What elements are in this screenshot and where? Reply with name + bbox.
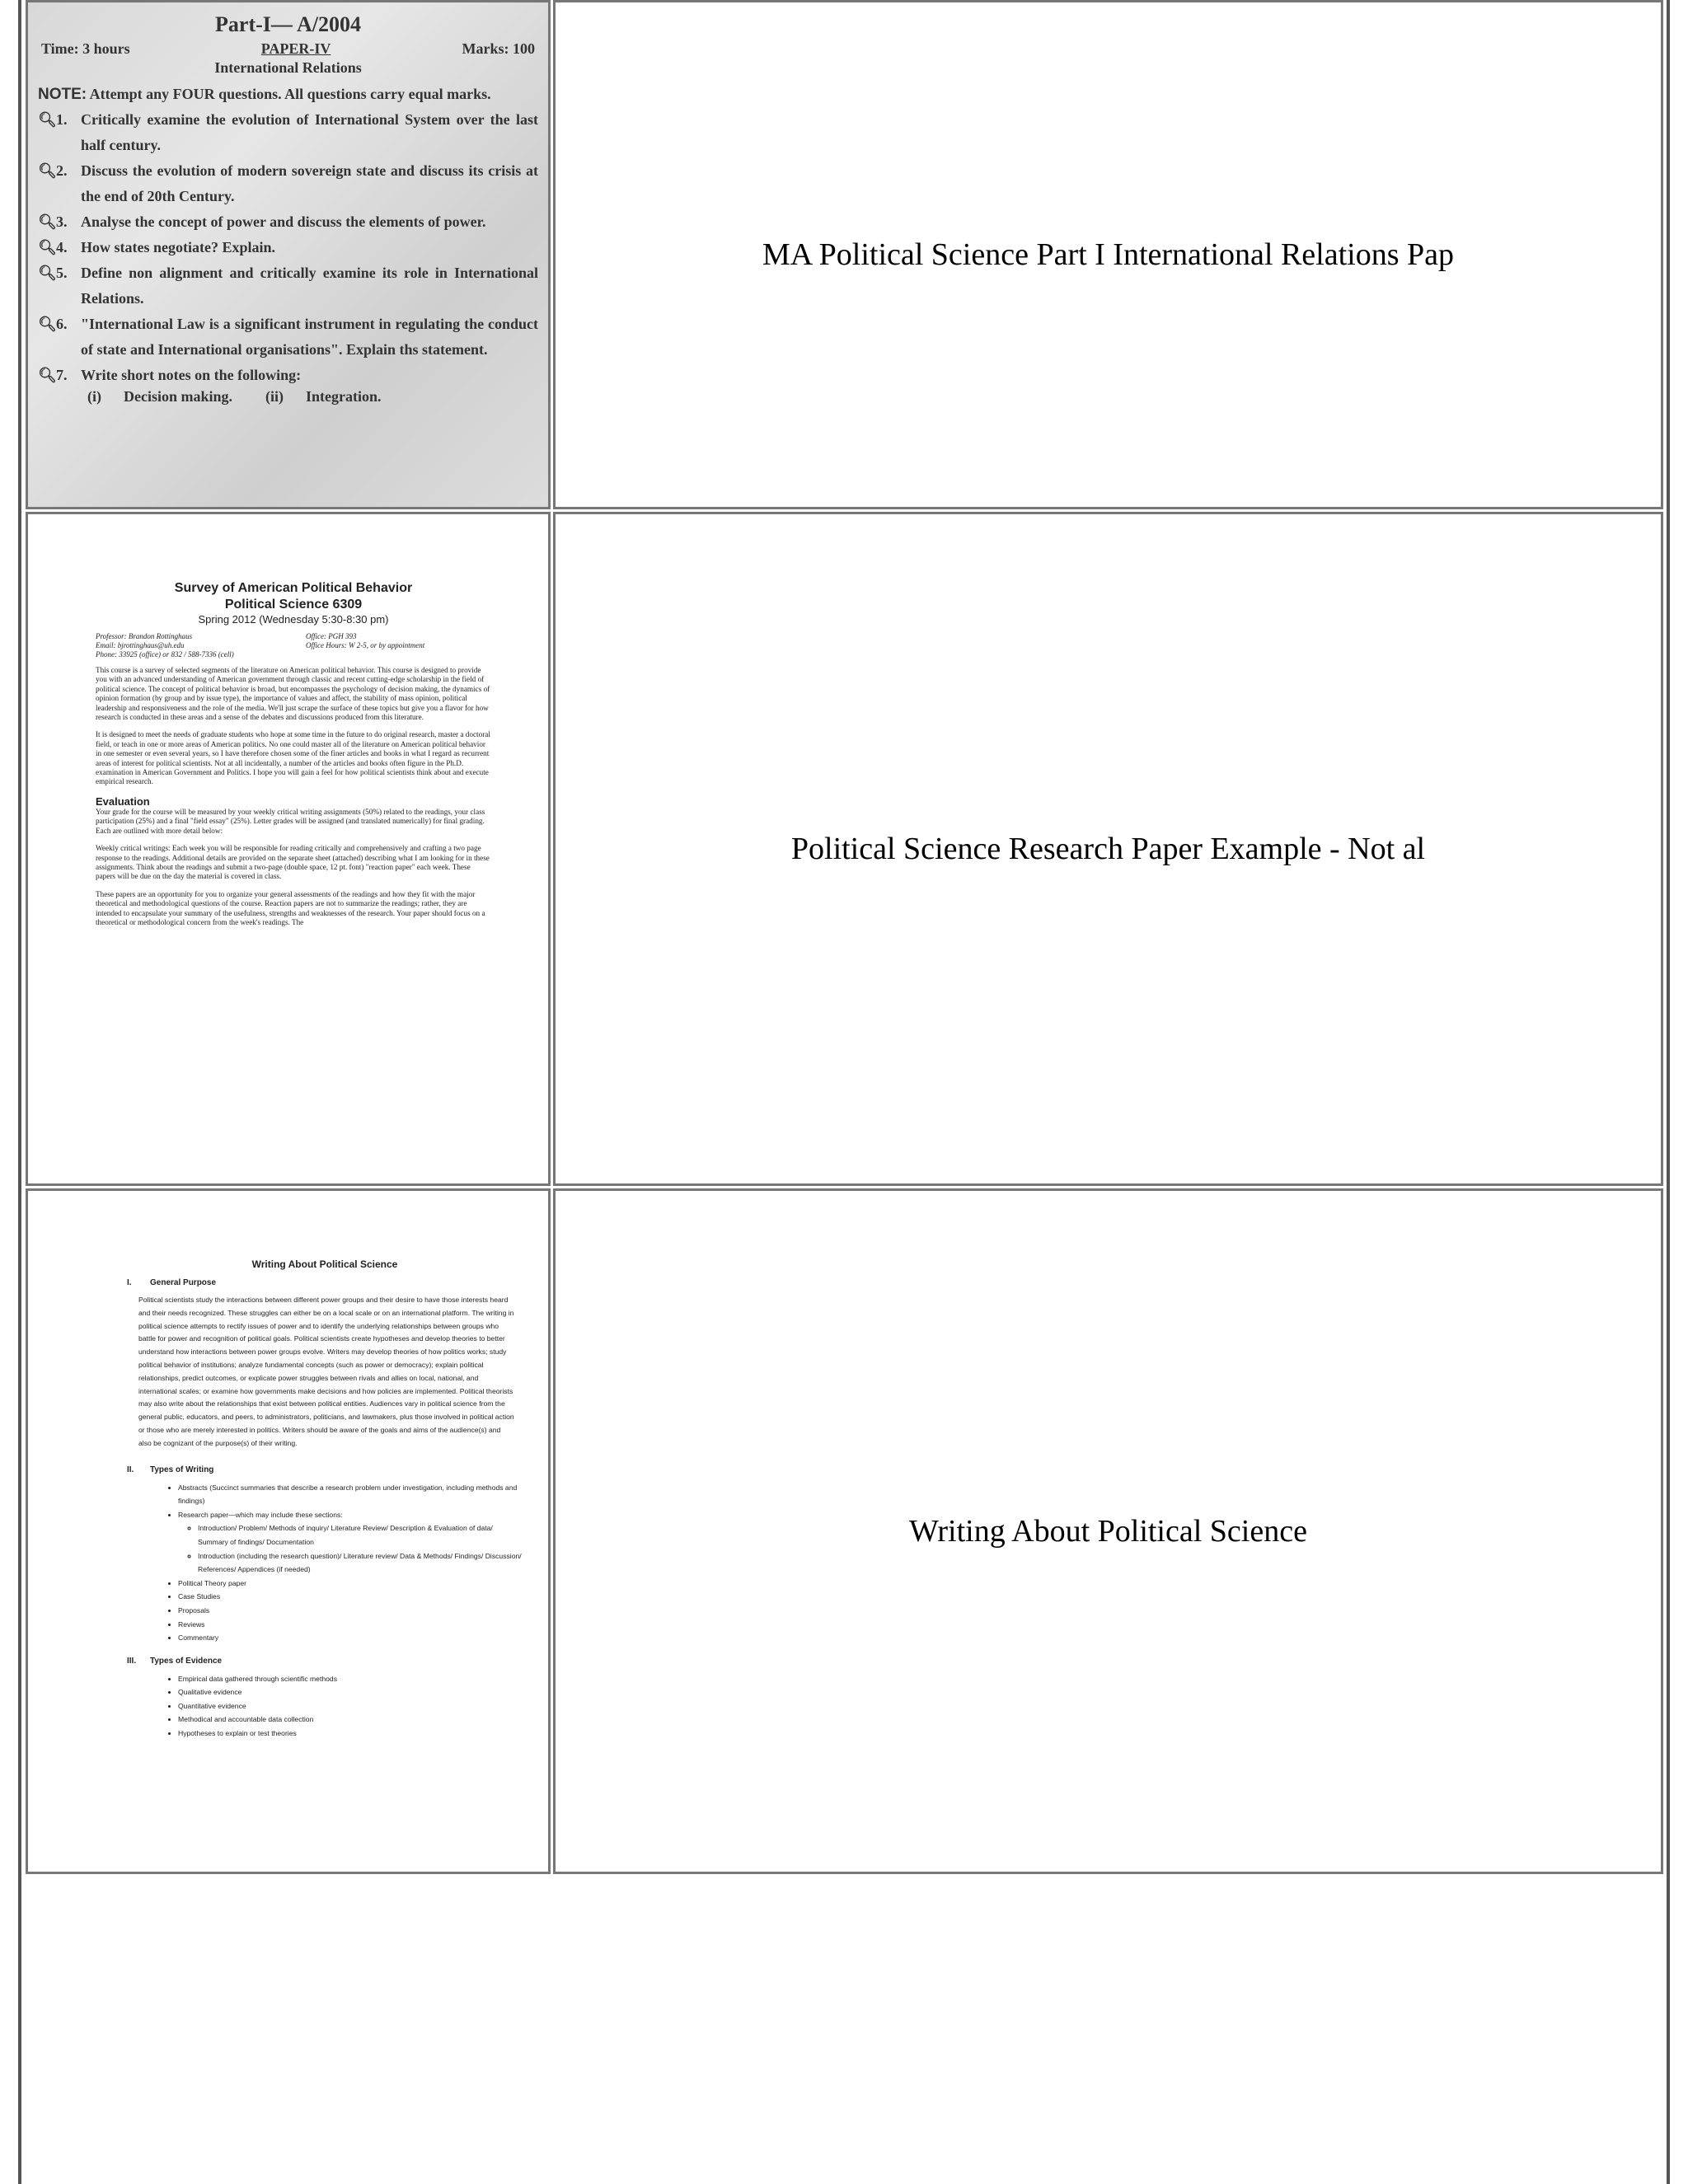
- list-item: ◦ Introduction (including the research question)/ Literature review/ Data & Methods/ Findings/ Discussion/ References/ Appendices (if needed): [198, 1549, 523, 1577]
- magnifier-icon: 🔍︎: [38, 239, 57, 255]
- list-item: • Research paper—which may include these sections: ◦ Introduction/ Problem/ Methods of inquiry/ Literature Review/ Description & Evaluation of data/ Summary of findings/ Documentation ◦ Introduction (including the research question)/ Literature review/ Data & Methods/ Findings/ Discussion/ References/ Appendices (if needed): [178, 1508, 523, 1577]
- list-item: • Case Studies: [178, 1590, 523, 1604]
- doc-paragraph: Political scientists study the interactions between different power groups and their desire to have those interests heard and their needs recognized. These struggles can either be on a local scale or on an international platform. The writing in political science attempts to rectify issues of power and to identify the underlying relationships between groups who battle for power and recognition of political goals. Political scientists create hypotheses and develop theories to better understand how interactions between power groups evolve. Writers may develop theories of how politics works; study political behavior of institutions; analyze fundamental concepts (such as power or democracy); explain political relationships, predict outcomes, or explicate power struggles between rivals and allies on local, national, and international scales; or examine how governments make decisions and how policies are implemented. Political theorists may also write about the relationships that exist between political entities. Audiences vary in political science from the general public, educators, and peers, to administrators, politicians, and lawmakers, plus those involved in political action or those who are merely interested in politics. Writers should be aware of the goals and aims of the audience(s) and also be cognizant of the purpose(s) of their writing.: [138, 1296, 514, 1447]
- exam-subject: International Relations: [214, 59, 362, 76]
- caption-text: Writing About Political Science: [909, 1514, 1307, 1549]
- section-heading: Evaluation: [96, 794, 150, 808]
- magnifier-icon: 🔍︎: [38, 213, 57, 230]
- list-item: • Proposals: [178, 1604, 523, 1618]
- caption-text: MA Political Science Part I International Relations Pap: [762, 237, 1454, 272]
- list-item: • Reviews: [178, 1618, 523, 1632]
- section-heading: III. Types of Evidence: [127, 1656, 223, 1666]
- question-item: 🔍︎ 4. How states negotiate? Explain.: [38, 235, 538, 260]
- list-item: • Empirical data gathered through scientific methods: [178, 1672, 523, 1686]
- list-item: • Qualitative evidence: [178, 1685, 523, 1699]
- list-item: • Abstracts (Succinct summaries that describe a research problem under investigation, including methods and findings): [178, 1481, 523, 1508]
- question-item: 🔍︎ 3. Analyse the concept of power and discuss the elements of power.: [38, 209, 538, 235]
- exam-note: [38, 82, 538, 107]
- short-note-options: (i) Decision making. (ii) Integration.: [87, 388, 382, 405]
- exam-note-text: Attempt any FOUR questions. All questions carry equal marks.: [89, 86, 491, 102]
- exam-marks: Marks: 100: [462, 40, 535, 57]
- doc-paragraph: Weekly critical writings: Each week you will be responsible for reading critically and comprehensively and crafting a two page response to the readings. Additional details are provided on the separate sheet (attached) describing what I am looking for in these assignments. Think about the readings and submit a two-page (double space, 12 pt. font) "reaction paper" each week. These papers will be due on the day the material is covered in class.: [96, 844, 490, 881]
- caption-cell-1[interactable]: [553, 0, 1663, 509]
- doc-subtitle: Political Science 6309: [224, 598, 363, 612]
- caption-text: Political Science Research Paper Example - Not al: [790, 832, 1426, 866]
- contact-block: Professor: Brandon Rottinghaus Office: PGH 393 Email: bjrottinghaus@uh.edu Office Hours: W 2-5, or by appointment Phone: 33925 (office) or 832 / 588-7336 (cell): [96, 632, 425, 658]
- list-item: • Quantitative evidence: [178, 1699, 523, 1713]
- doc-paragraph: These papers are an opportunity for you to organize your general assessments of the readings and how they fit with the major theoretical and methodological questions of the course. Reaction papers are not to summarize the readings; rather, they are intended to encapsulate your summary of the usefulness, strengths and weaknesses of the research. Your paper should focus on a theoretical or methodological concern from the week's readings. The: [96, 889, 485, 926]
- exam-paper-scan: [28, 2, 548, 507]
- magnifier-icon: 🔍︎: [38, 316, 57, 332]
- exam-time: Time: 3 hours: [41, 40, 130, 57]
- thumbnail-cell-2[interactable]: [26, 512, 551, 1186]
- sub-list: [178, 1521, 523, 1576]
- exam-title: Part-I— A/2004: [215, 12, 361, 36]
- section-heading: I. General Purpose: [127, 1278, 217, 1287]
- list-item: • Commentary: [178, 1631, 523, 1645]
- doc-term: Spring 2012 (Wednesday 5:30-8:30 pm): [198, 613, 389, 626]
- doc-paragraph: It is designed to meet the needs of graduate students who hope at some time in the future to do original research, master a doctoral field, or teach in one or more areas of American politics. No one could master all of the literature on American political behavior in one semester or even several years, so I have therefore chosen some of the finer articles and books in what I regard as recurrent areas of interest for political scientists. Not at all incidentally, a number of the articles and books often figure in the Ph.D. examination in American Government and Politics. I hope you will gain a feel for how political scientists think about and execute empirical research.: [96, 730, 490, 786]
- writing-guide-page: [127, 1258, 523, 1752]
- writing-types-list: [127, 1481, 523, 1645]
- question-item: 🔍︎ 7. Write short notes on the following:: [38, 363, 538, 388]
- doc-title: Survey of American Political Behavior: [174, 581, 413, 595]
- caption-cell-3[interactable]: [553, 1188, 1663, 1874]
- evidence-types-list: [127, 1672, 523, 1741]
- thumbnail-cell-3[interactable]: [26, 1188, 551, 1874]
- question-item: 🔍︎ 6. "International Law is a significant instrument in regulating the conduct of state and International organisations". Explain ths statement.: [38, 312, 538, 363]
- question-item: 🔍︎ 2. Discuss the evolution of modern sovereign state and discuss its crisis at the end of 20th Century.: [38, 158, 538, 209]
- list-item: • Political Theory paper: [178, 1577, 523, 1591]
- magnifier-icon: 🔍︎: [38, 162, 57, 179]
- doc-paragraph: This course is a survey of selected segments of the literature on American political behavior. This course is designed to provide you with an advanced understanding of American government through classic and recent cutting-edge scholarship in the field of political science. The concept of political behavior is broad, but encompasses the psychology of decision making, the dynamics of opinion formation (by group and by issue type), the importance of values and affect, the stability of mass opinion, political leadership and responsiveness and the role of the media. We'll just scrape the surface of these topics but give you a flavor for how research is conducted in these areas and a sense of the debates and discussions produced from this literature.: [96, 666, 490, 722]
- question-item: 🔍︎ 1. Critically examine the evolution of International System over the last half century.: [38, 107, 538, 158]
- magnifier-icon: 🔍︎: [38, 367, 57, 383]
- doc-title: Writing About Political Science: [251, 1258, 398, 1270]
- thumbnail-cell-1[interactable]: [26, 0, 551, 509]
- list-item: ◦ Introduction/ Problem/ Methods of inquiry/ Literature Review/ Description & Evaluation of data/ Summary of findings/ Documentation: [198, 1521, 523, 1549]
- exam-paper-number: PAPER-IV: [260, 40, 331, 57]
- magnifier-icon: 🔍︎: [38, 111, 57, 128]
- exam-note-label: NOTE:: [38, 86, 87, 103]
- syllabus-page: [96, 580, 491, 935]
- question-item: 🔍︎ 5. Define non alignment and critically examine its role in International Relations.: [38, 260, 538, 312]
- list-item: • Methodical and accountable data collection: [178, 1713, 523, 1727]
- section-heading: II. Types of Writing: [127, 1465, 214, 1474]
- list-item: • Hypotheses to explain or test theories: [178, 1727, 523, 1741]
- caption-cell-2[interactable]: [553, 512, 1663, 1186]
- magnifier-icon: 🔍︎: [38, 265, 57, 281]
- doc-paragraph: Your grade for the course will be measured by your weekly critical writing assignments (50%) related to the readings, your class participation (25%) and a final "field essay" (25%). Letter grades will be assigned (and translated numerically) for final grading. Each are outlined with more detail below:: [96, 807, 485, 835]
